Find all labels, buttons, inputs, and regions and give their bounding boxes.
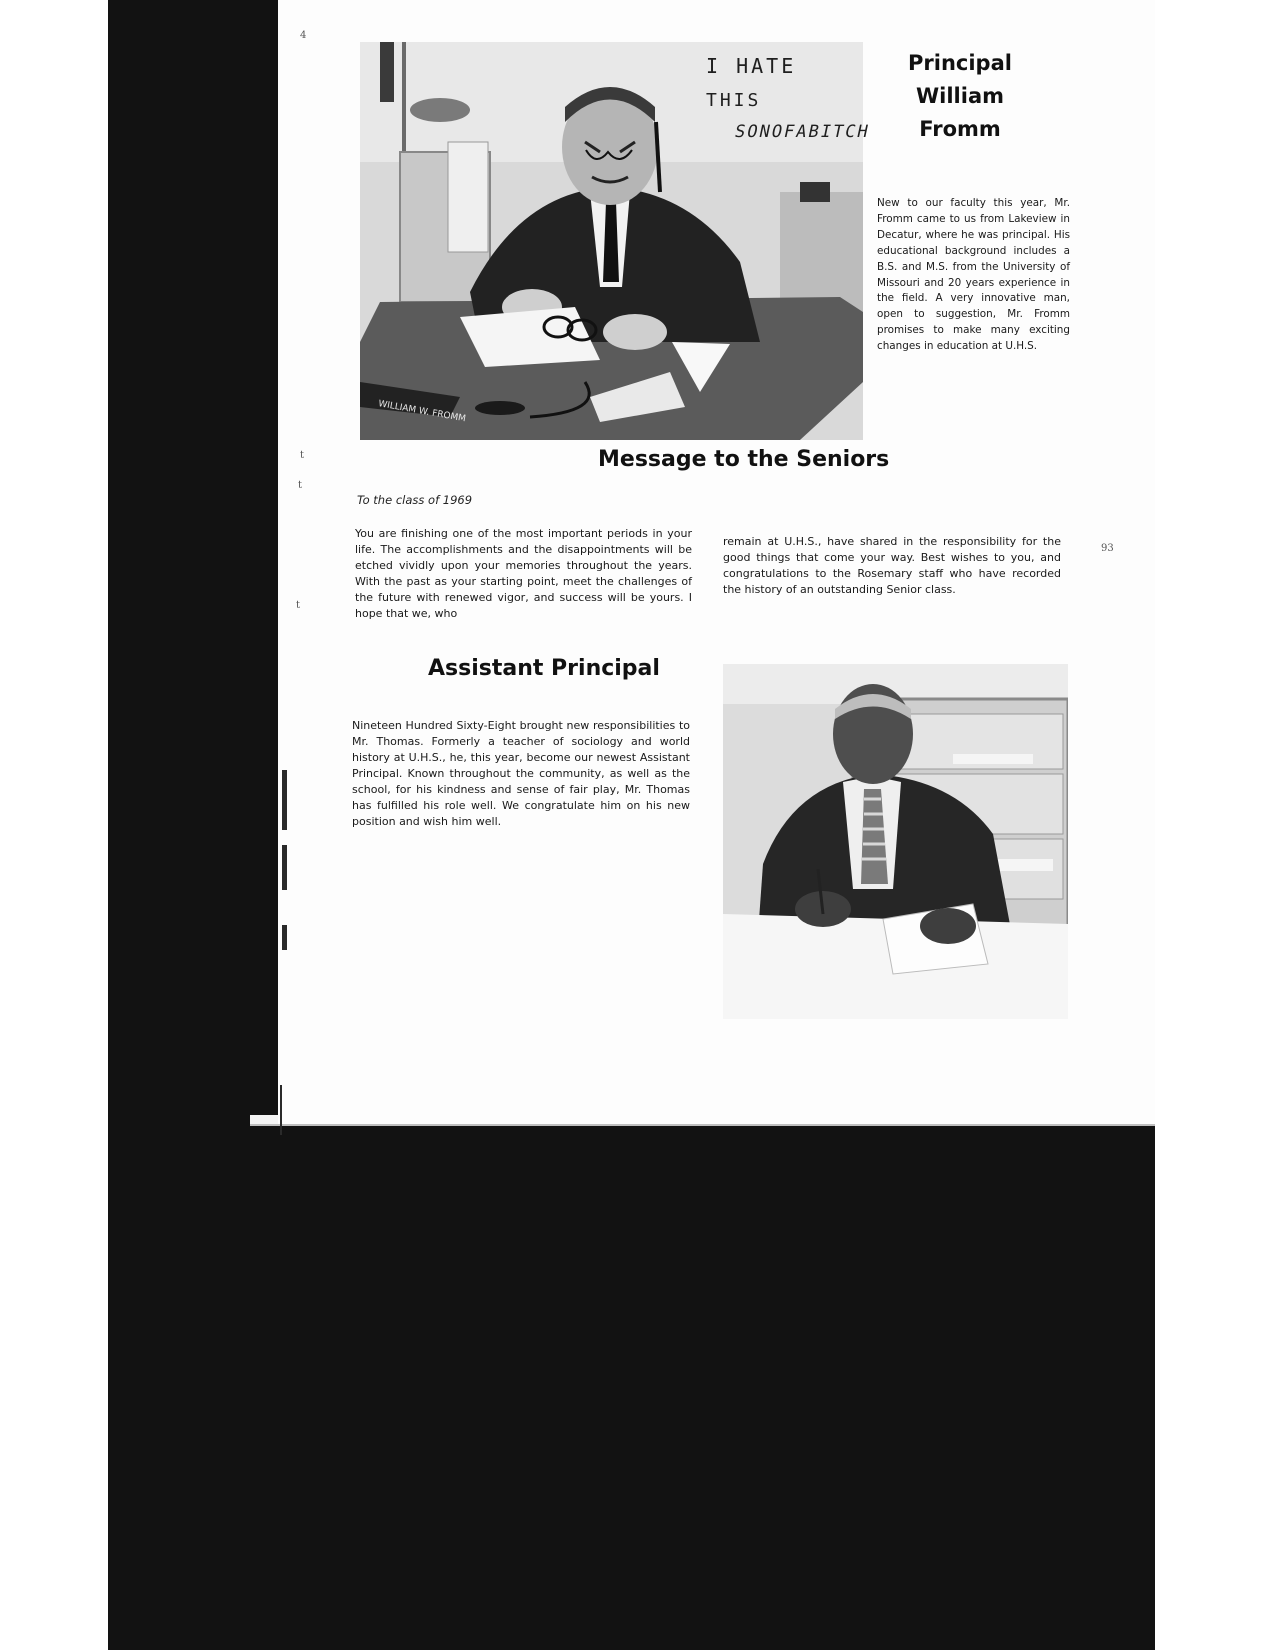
page-number: 93 <box>1101 543 1114 554</box>
principal-title-line-3: Fromm <box>919 117 1001 141</box>
nameplate-text: WILLIAM W. FROMM <box>377 399 467 425</box>
graffiti-line-3: SONOFABITCH <box>732 122 872 142</box>
principal-photo <box>360 42 863 440</box>
principal-title <box>900 47 1020 146</box>
binding-mark <box>282 770 287 830</box>
message-title: Message to the Seniors <box>598 447 890 472</box>
message-right-column: remain at U.H.S., have shared in the responsibility for the good things that come your way. Best wishes to you, and congratulations to the Rosemary staff who have recorded the history of an outstanding Senior class. <box>723 535 1061 596</box>
graffiti-line-2: THIS <box>706 90 762 111</box>
principal-title-line-1: Principal <box>908 51 1012 75</box>
message-salutation: To the class of 1969 <box>357 493 473 507</box>
principal-bio: New to our faculty this year, Mr. Fromm came to us from Lakeview in Decatur, where he was principal. His educational background includes a B.S. and M.S. from the University of Missouri and 20 years experience in the field. A very innovative man, open to suggestion, Mr. Fromm promises to make many exciting changes in education at U.H.S. <box>877 197 1070 353</box>
binding-mark <box>282 925 287 950</box>
assistant-principal-text: Nineteen Hundred Sixty-Eight brought new responsibilities to Mr. Thomas. Formerly a teacher of sociology and world history at U.H.S., he, this year, become our newest Assistant Principal. Known throughout the community, as well as the school, for his kindness and sense of fair play, Mr. Thomas has fulfilled his role well. We congratulate him on his new position and wish him well. <box>352 719 690 828</box>
principal-title-line-2: William <box>915 84 1004 108</box>
assistant-principal-photo <box>723 664 1068 1019</box>
assistant-principal-title: Assistant Principal <box>428 656 660 681</box>
graffiti-line-1: I HATE <box>706 54 797 78</box>
binding-mark <box>280 1085 282 1135</box>
scan-background-bottom <box>108 1120 1155 1650</box>
scan-background-left <box>108 0 278 1120</box>
message-left-column: You are finishing one of the most important periods in your life. The accomplishments and the disappointments will be etched vividly upon your memories throughout the years. With the past as your starting point, meet the challenges of the future with renewed vigor, and success will be yours. I hope that we, who <box>355 527 692 620</box>
binding-mark <box>282 845 287 890</box>
